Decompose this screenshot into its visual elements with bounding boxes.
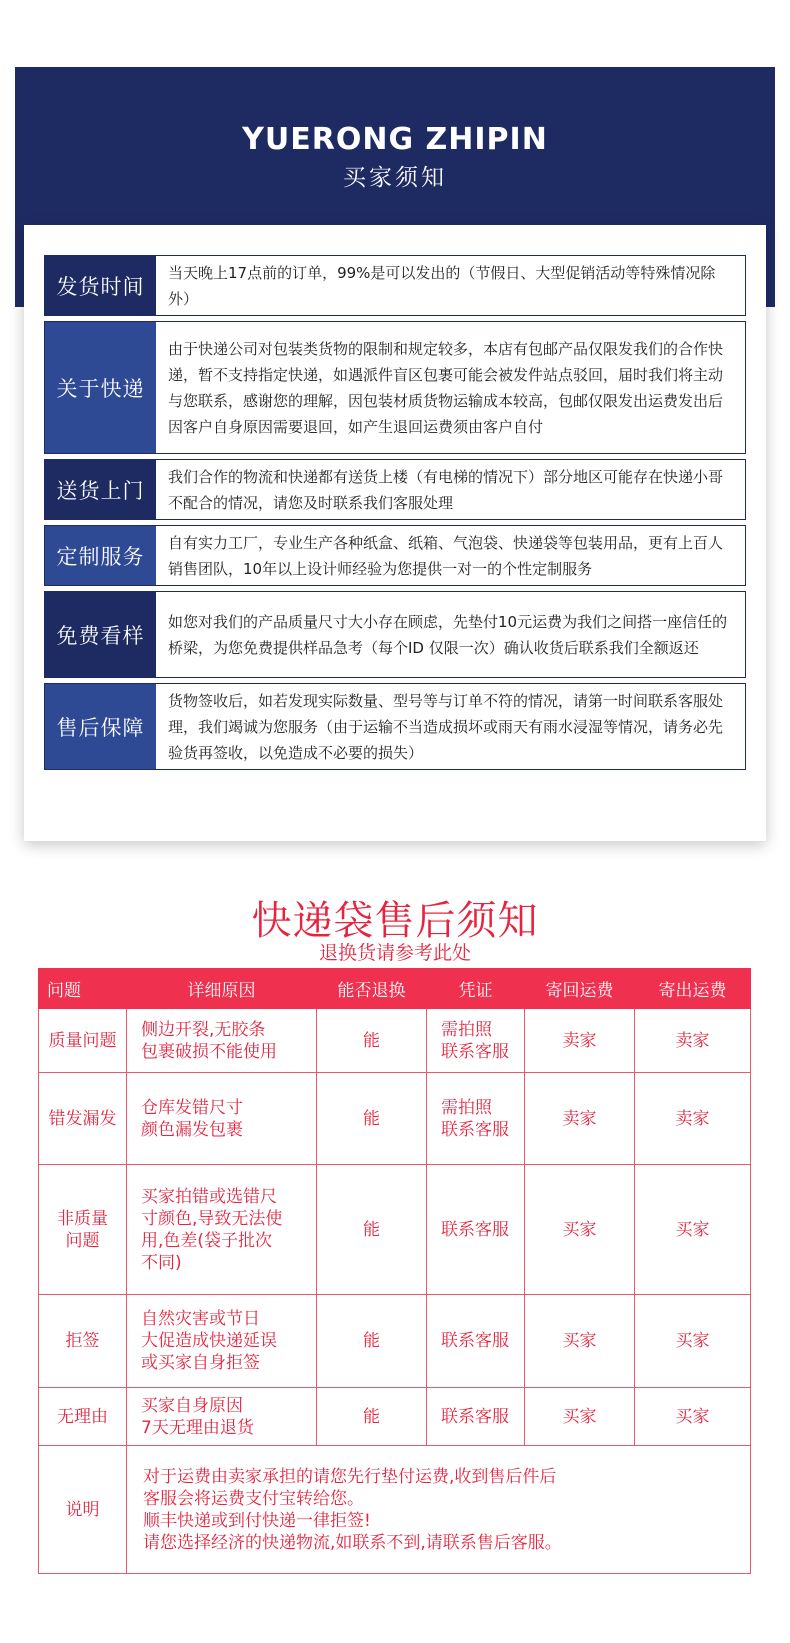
notice-label: 售后保障 — [45, 684, 156, 769]
cell-returnable: 能 — [317, 1073, 427, 1165]
notice-label: 免费看样 — [45, 592, 156, 677]
cell-cause: 自然灾害或节日 大促造成快递延误 或买家自身拒签 — [127, 1295, 317, 1388]
table-row — [39, 1388, 751, 1446]
cell-cause: 买家拍错或选错尺 寸颜色,导致无法使 用,色差(袋子批次 不同) — [127, 1165, 317, 1295]
notice-label: 发货时间 — [45, 256, 156, 315]
cell-issue: 错发漏发 — [39, 1073, 127, 1165]
table-row — [39, 1009, 751, 1073]
cell-issue: 无理由 — [39, 1388, 127, 1446]
notice-row-custom — [44, 525, 746, 586]
after-sale-subtitle: 退换货请参考此处 — [318, 942, 471, 964]
cell-returnable: 能 — [317, 1009, 427, 1073]
notice-title: 买家须知 — [343, 165, 447, 191]
header-return-fee: 寄回运费 — [525, 969, 635, 1009]
cell-returnable: 能 — [317, 1295, 427, 1388]
notice-card — [24, 225, 766, 841]
cell-return-fee: 买家 — [525, 1388, 635, 1446]
cell-send-fee: 卖家 — [635, 1009, 751, 1073]
cell-return-fee: 买家 — [525, 1165, 635, 1295]
cell-proof: 联系客服 — [427, 1295, 525, 1388]
cell-return-fee: 卖家 — [525, 1073, 635, 1165]
notice-text: 我们合作的物流和快递都有送货上楼（有电梯的情况下）部分地区可能存在快递小哥不配合的情况，请您及时联系我们客服处理 — [168, 467, 724, 512]
notice-row-delivery — [44, 459, 746, 520]
table-row — [39, 1073, 751, 1165]
notice-label: 关于快递 — [45, 322, 156, 453]
cell-return-fee: 买家 — [525, 1295, 635, 1388]
header-returnable: 能否退换 — [317, 969, 427, 1009]
table-header-row — [39, 969, 751, 1009]
table-row-note — [39, 1446, 751, 1574]
cell-issue: 质量问题 — [39, 1009, 127, 1073]
header-proof: 凭证 — [427, 969, 525, 1009]
notice-text: 当天晚上17点前的订单，99%是可以发出的（节假日、大型促销活动等特殊情况除外） — [168, 263, 716, 308]
after-sale-title: 快递袋售后须知 — [251, 898, 539, 944]
header-issue: 问题 — [39, 969, 127, 1009]
cell-proof: 联系客服 — [427, 1388, 525, 1446]
notice-text: 由于快递公司对包装类货物的限制和规定较多，本店有包邮产品仅限发我们的合作快递，暂不支持指定快递，如遇派件盲区包裹可能会被发件站点驳回，届时我们将主动与您联系，感谢您的理解，因包装材质货物运输成本较高，包邮仅限发出运费发出后因客户自身原因需要退回，如产生退回运费须由客户自付 — [168, 339, 724, 436]
cell-send-fee: 卖家 — [635, 1073, 751, 1165]
cell-returnable: 能 — [317, 1165, 427, 1295]
table-row — [39, 1165, 751, 1295]
cell-cause: 仓库发错尺寸 颜色漏发包裹 — [127, 1073, 317, 1165]
cell-cause: 买家自身原因 7天无理由退货 — [127, 1388, 317, 1446]
table-row — [39, 1295, 751, 1388]
notice-row-after-sale — [44, 683, 746, 770]
cell-proof: 需拍照 联系客服 — [427, 1009, 525, 1073]
notice-row-express — [44, 321, 746, 454]
cell-note-label: 说明 — [39, 1446, 127, 1574]
notice-text: 货物签收后，如若发现实际数量、型号等与订单不符的情况，请第一时间联系客服处理，我们竭诚为您服务（由于运输不当造成损坏或雨天有雨水浸湿等情况，请务必先验货再签收，以免造成不必要的损失） — [168, 691, 724, 762]
notice-row-shipping-time — [44, 255, 746, 316]
cell-issue: 拒签 — [39, 1295, 127, 1388]
brand-name: YUERONG ZHIPIN — [242, 122, 548, 157]
header-cause: 详细原因 — [127, 969, 317, 1009]
cell-send-fee: 买家 — [635, 1165, 751, 1295]
cell-return-fee: 卖家 — [525, 1009, 635, 1073]
cell-note-text: 对于运费由卖家承担的请您先行垫付运费,收到售后件后 客服会将运费支付宝转给您。 顺丰快递或到付快递一律拒签! 请您选择经济的快递物流,如联系不到,请联系售后客服。 — [127, 1446, 751, 1574]
cell-cause: 侧边开裂,无胶条 包裹破损不能使用 — [127, 1009, 317, 1073]
cell-proof: 需拍照 联系客服 — [427, 1073, 525, 1165]
cell-issue: 非质量 问题 — [39, 1165, 127, 1295]
header-send-fee: 寄出运费 — [635, 969, 751, 1009]
cell-send-fee: 买家 — [635, 1295, 751, 1388]
cell-send-fee: 买家 — [635, 1388, 751, 1446]
notice-text: 自有实力工厂，专业生产各种纸盒、纸箱、气泡袋、快递袋等包装用品，更有上百人销售团队，10年以上设计师经验为您提供一对一的个性定制服务 — [168, 533, 724, 578]
cell-returnable: 能 — [317, 1388, 427, 1446]
notice-row-sample — [44, 591, 746, 678]
after-sale-table — [38, 968, 751, 1574]
cell-proof: 联系客服 — [427, 1165, 525, 1295]
notice-label: 送货上门 — [45, 460, 156, 519]
notice-text: 如您对我们的产品质量尺寸大小存在顾虑，先垫付10元运费为我们之间搭一座信任的桥梁，为您免费提供样品急考（每个ID 仅限一次）确认收货后联系我们全额返还 — [168, 612, 728, 657]
notice-label: 定制服务 — [45, 526, 156, 585]
